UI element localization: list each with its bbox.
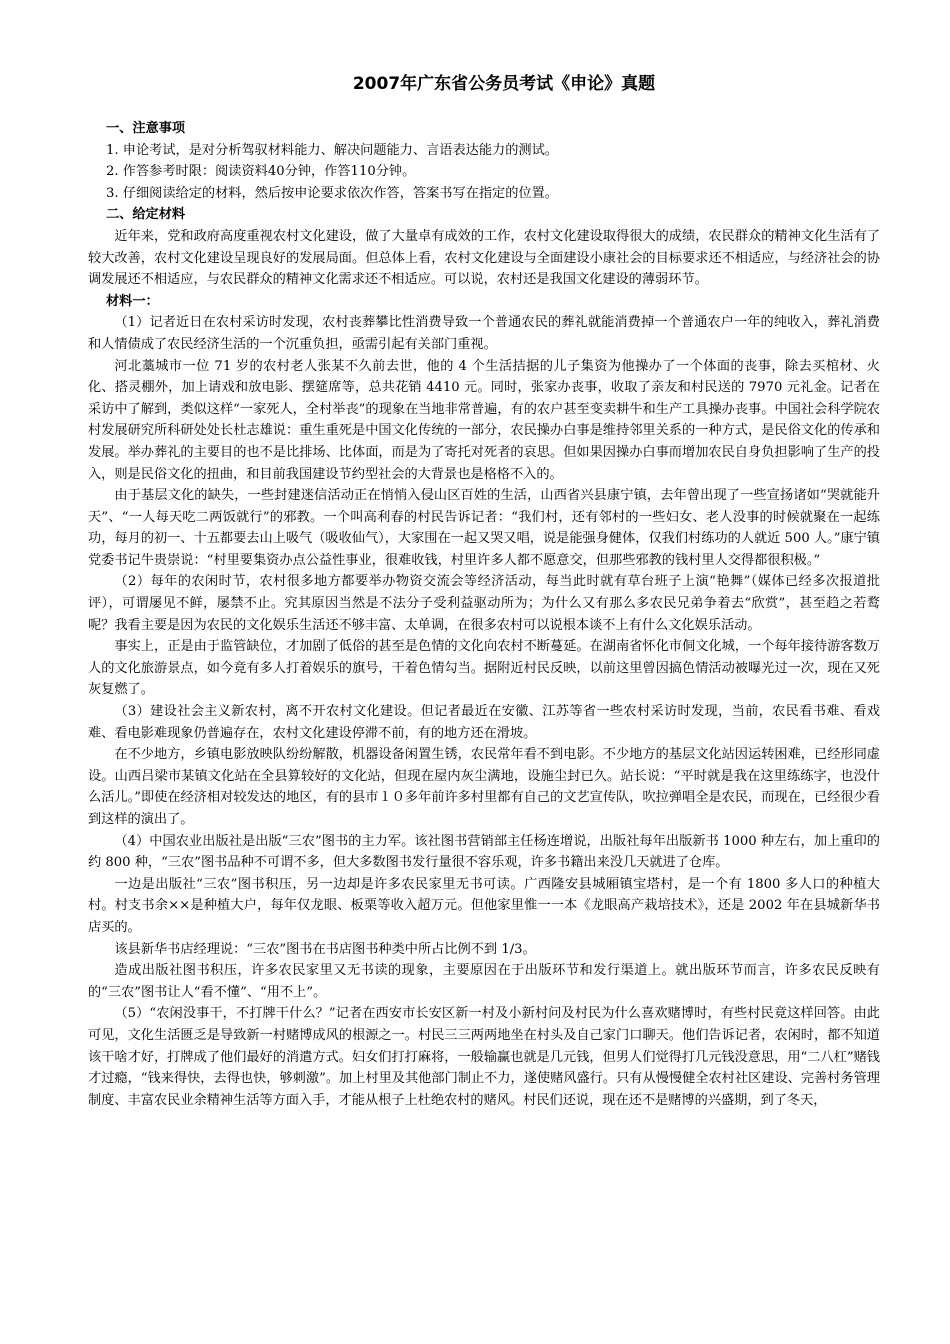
document-title: 2007年广东省公务员考试《申论》真题 [352,74,656,94]
material-paragraph: （2）每年的农闲时节，农村很多地方都要举办物资交流会等经济活动，每当此时就有草台班子上演“艳舞”（媒体已经多次报道批评），可谓屡见不鲜，屡禁不止。究其原因当然是不法分子受利益驱动所为；为什么又有那么多农民兄弟争着去“欣赏”，甚至趋之若鹜呢？我看主要是因为农民的文化娱乐生活还不够丰富、太单调，在很多农村可以说根本谈不上有什么文化娱乐活动。 [88,574,880,633]
material-paragraph: 由于基层文化的缺失，一些封建迷信活动正在悄悄入侵山区百姓的生活，山西省兴县康宁镇，去年曾出现了一些宣扬诸如“哭就能升天”、“一人每天吃二两饭就行”的邪教。一个叫高利春的村民告诉记者：“我们村，还有邻村的一些妇女、老人没事的时候就聚在一起练功，每月的初一、十五都要去山上吸气（吸收仙气），大家围在一起又哭又唱，说是能强身健体，仅我们村练功的人就近 500 人。”康宁镇党委书记牛贵崇说：“村里要集资办点公益性事业，很难收钱，村里许多人都不愿意交，但那些邪教的钱村里人交得都很积极。” [88,488,880,568]
material-paragraph: 一边是出版社“三农”图书积压，另一边却是许多农民家里无书可读。广西隆安县城厢镇宝塔村，是一个有 1800 多人口的种植大村。村支书余××是种植大户，每年仅龙眼、板栗等收入超万元。但他家里惟一一本《龙眼高产栽培技术》，还是 2002 年在县城新华书店买的。 [88,876,880,935]
material-paragraph: （1）记者近日在农村采访时发现，农村丧葬攀比性消费导致一个普通农民的葬礼就能消费掉一个普通农户一年的纯收入，葬礼消费和人情债成了农民经济生活的一个沉重负担，亟需引起有关部门重视。 [88,315,880,352]
material-paragraph: （3）建设社会主义新农村，离不开农村文化建设。但记者最近在安徽、江苏等省一些农村采访时发现，当前，农民看书难、看戏难、看电影难现象仍普遍存在，农村文化建设停滞不前，有的地方还在滑坡。 [88,704,880,741]
material-paragraph: 该县新华书店经理说：“三农”图书在书店图书种类中所占比例不到 1/3。 [114,941,536,957]
material-paragraph: （4）中国农业出版社是出版“三农”图书的主力军。该社图书营销部主任杨连增说，出版社每年出版新书 1000 种左右，加上重印的约 800 种，“三农”图书品种不可谓不多，但大多数图书发行量很不容乐观，许多书籍出来没几天就进了仓库。 [88,833,880,871]
material-paragraph: 造成出版社图书积压，许多农民家里又无书读的现象，主要原因在于出版环节和发行渠道上。就出版环节而言，许多农民反映有的“三农”图书让人“看不懂”、“用不上”。 [88,963,880,1000]
material-paragraph: 河北藁城市一位 71 岁的农村老人张某不久前去世，他的 4 个生活拮据的儿子集资为他操办了一个体面的丧事，除去买棺材、火化、搭灵棚外，加上请戏和放电影、摆筵席等，总共花销 4410 元。同时，张家办丧事，收取了亲友和村民送的 7970 元礼金。记者在采访中了解到，类似这样“一家死人，全村举丧”的现象在当地非常普遍，有的农户甚至变卖耕牛和生产工具操办丧事。中国社会科学院农村发展研究所科研处处长杜志雄说：重生重死是中国文化传统的一部分，农民操办白事是维持邻里关系的一种方式，是民俗文化的传承和发展。举办葬礼的主要目的也不是比排场、比体面，而是为了寄托对死者的哀思。但如果因操办白事而增加农民自身负担影响了生产的投入，则是民俗文化的扭曲，和目前我国建设节约型社会的大背景也是格格不入的。 [88,358,880,482]
note-item: 3. 仔细阅读给定的材料，然后按申论要求依次作答，答案书写在指定的位置。 [106,185,558,201]
note-item: 1. 申论考试，是对分析驾驭材料能力、解决问题能力、言语表达能力的测试。 [106,142,558,158]
intro-paragraph: 近年来，党和政府高度重视农村文化建设，做了大量卓有成效的工作，农村文化建设取得很大的成绩，农民群众的精神文化生活有了较大改善，农村文化建设呈现良好的发展局面。但总体上看，农村文化建设与全面建设小康社会的目标要求还不相适应，与经济社会的协调发展还不相适应，与农民群众的精神文化需求还不相适应。可以说，农村还是我国文化建设的薄弱环节。 [88,228,880,288]
material-paragraph: 事实上，正是由于监管缺位，才加剧了低俗的甚至是色情的文化向农村不断蔓延。在湖南省怀化市侗文化城，一个每年接待游客数万人的文化旅游景点，如今竟有多人打着娱乐的旗号，干着色情勾当。据附近村民反映，以前这里曾因搞色情活动被曝光过一次，现在又死灰复燃了。 [88,639,880,698]
section-heading-materials: 二、给定材料 [106,207,186,223]
section-heading-notes: 一、注意事项 [106,121,186,136]
material-one-heading: 材料一： [106,293,159,309]
material-paragraph: （5）“农闲没事干，不打牌干什么？”记者在西安市长安区新一村及小新村问及村民为什么喜欢赌博时，有些村民竟这样回答。由此可见，文化生活匮乏是导致新一村赌博成风的根源之一。村民三三两两地坐在村头及自己家门口聊天。他们告诉记者，农闲时，都不知道该干啥才好，打牌成了他们最好的消遣方式。妇女们打打麻将，一般输赢也就是几元钱，但男人们觉得打几元钱没意思，用“二八杠”赌钱才过瘾，“钱来得快，去得也快，够刺激”。加上村里及其他部门制止不力，遂使赌风盛行。只有从慢慢健全农村社区建设、完善村务管理制度、丰富农民业余精神生活等方面入手，才能从根子上杜绝农村的赌风。村民们还说，现在还不是赌博的兴盛期，到了冬天， [88,1006,880,1108]
material-paragraph: 在不少地方，乡镇电影放映队纷纷解散，机器设备闲置生锈，农民常年看不到电影。不少地方的基层文化站因运转困难，已经形同虚设。山西吕梁市某镇文化站在全县算较好的文化站，但现在屋内灰尘满地，设施尘封已久。站长说：“平时就是我在这里练练字，也没什么活儿。”即使在经济相对较发达的地区，有的县市１０多年前许多村里都有自己的文艺宣传队，吹拉弹唱全是农民，而现在，已经很少看到这样的演出了。 [88,747,880,827]
note-item: 2. 作答参考时限：阅读资料40分钟，作答110分钟。 [106,164,416,180]
